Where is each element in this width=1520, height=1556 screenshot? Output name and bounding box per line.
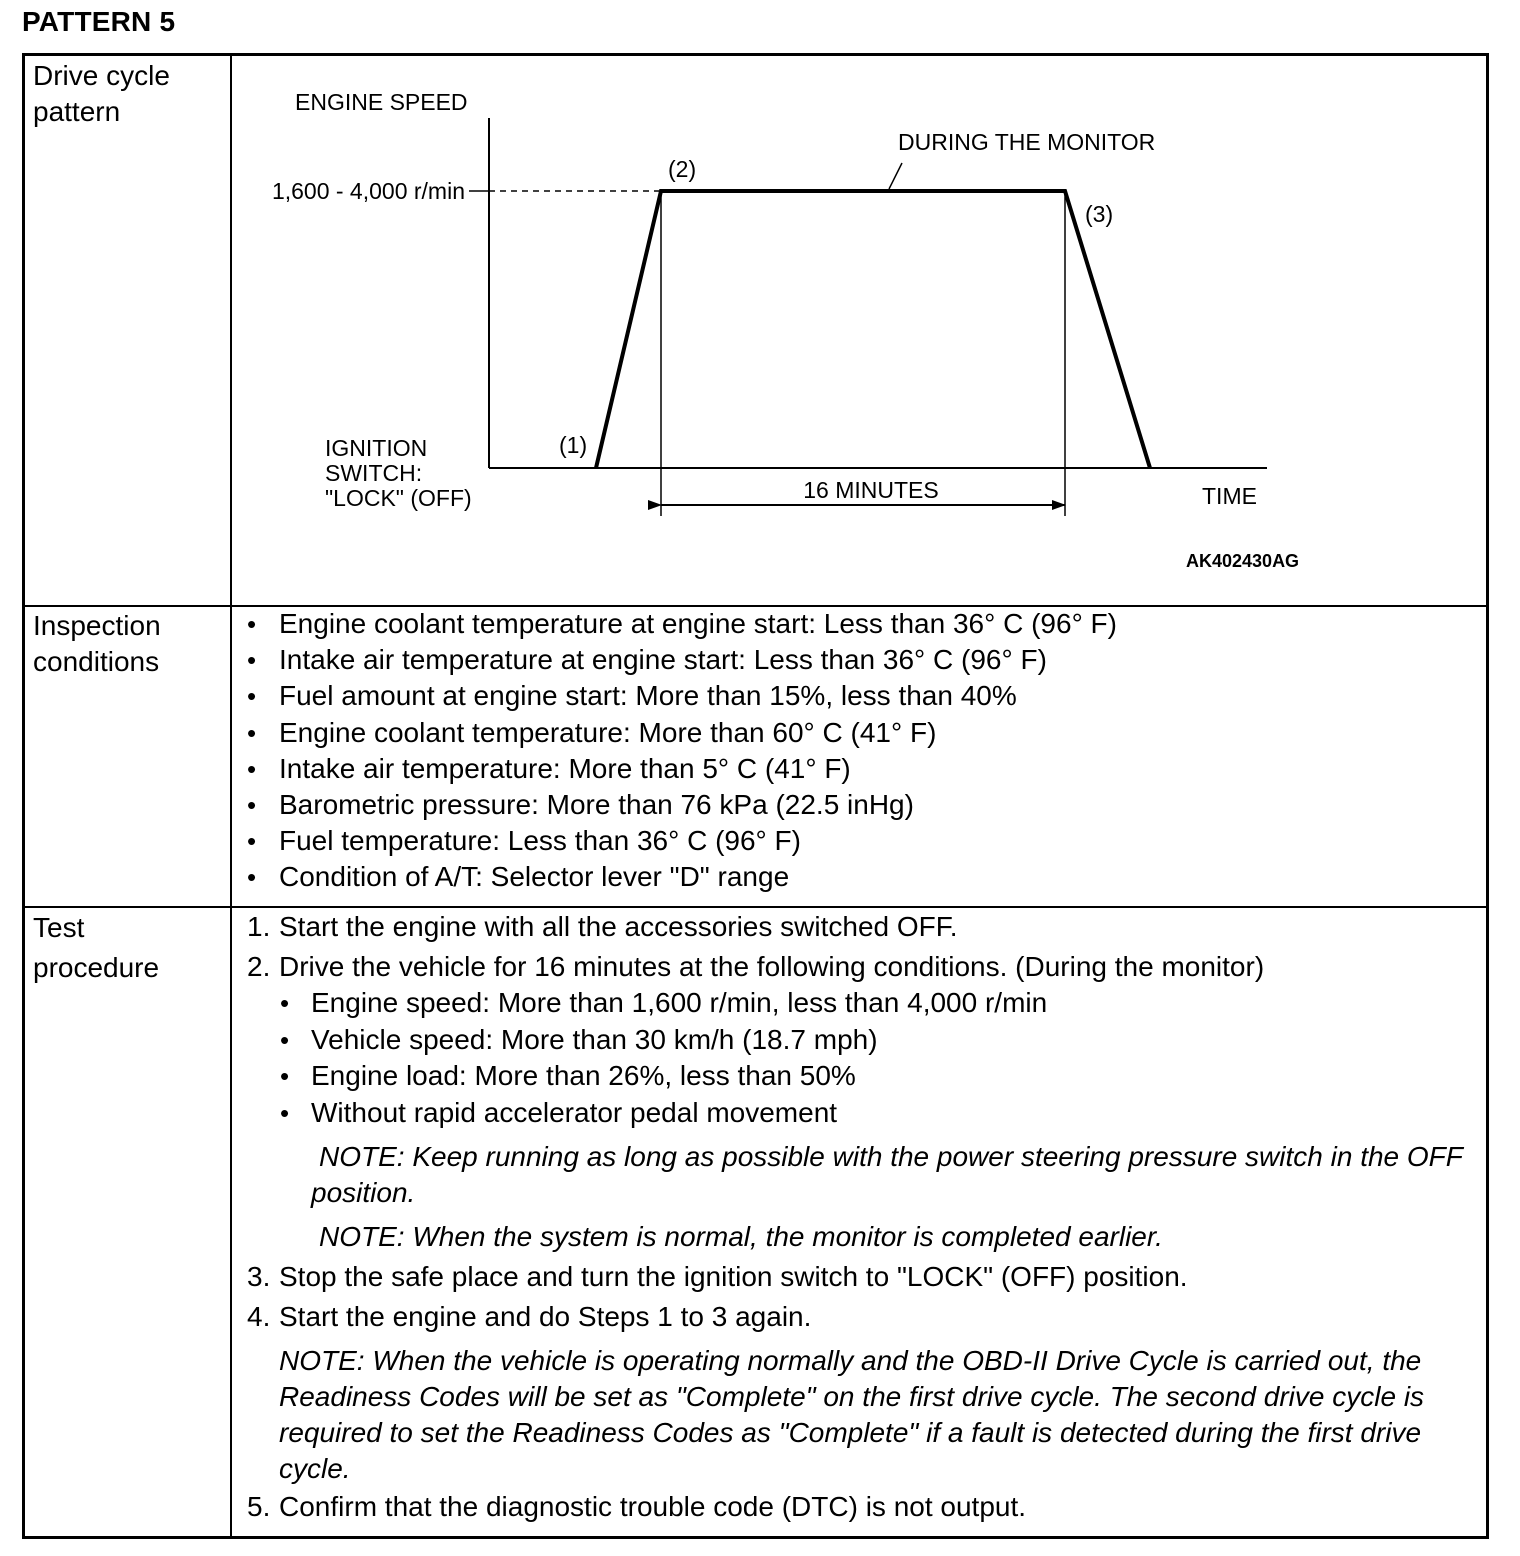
duration-label: 16 MINUTES bbox=[803, 477, 939, 503]
ignition-label-line2: SWITCH: bbox=[325, 460, 423, 486]
step-number: 3. bbox=[247, 1261, 271, 1292]
inspection-conditions-label: Inspection conditions bbox=[33, 610, 161, 677]
page-title: PATTERN 5 bbox=[22, 6, 176, 37]
ignition-label-line3: "LOCK" (OFF) bbox=[325, 485, 472, 511]
speed-label: 1,600 - 4,000 r/min bbox=[271, 178, 465, 204]
row-divider-2 bbox=[25, 906, 1486, 908]
ignition-label-line1: IGNITION bbox=[325, 435, 428, 461]
procedure-step-5 bbox=[247, 1489, 1482, 1525]
condition-item: • Intake air temperature at engine start: Less than 36° C (96° F) bbox=[247, 642, 1117, 678]
condition-item: • Engine coolant temperature: More than 60° C (41° F) bbox=[247, 715, 1117, 751]
point-1-label: (1) bbox=[559, 432, 588, 458]
step-2-condition: • Engine load: More than 26%, less than 50% bbox=[247, 1058, 1482, 1095]
note-system-normal: NOTE: When the system is normal, the monitor is completed earlier. bbox=[319, 1221, 1163, 1252]
step-text: Stop the safe place and turn the ignition switch to "LOCK" (OFF) position. bbox=[279, 1261, 1188, 1292]
figure-id: AK402430AG bbox=[1186, 551, 1300, 571]
condition-item: • Fuel temperature: Less than 36° C (96° F) bbox=[247, 823, 1117, 859]
y-axis-label: ENGINE SPEED bbox=[295, 89, 468, 115]
procedure-step-4 bbox=[247, 1299, 1482, 1335]
step-2-condition: • Engine speed: More than 1,600 r/min, less than 4,000 r/min bbox=[247, 985, 1482, 1022]
note-readiness-codes: NOTE: When the vehicle is operating normally and the OBD-II Drive Cycle is carried out, the Readiness Codes will be set as "Complete" on the first drive cycle. The second drive cycle is required to set the Readiness Codes as "Complete" if a fault is detected during the first drive cycle. bbox=[279, 1345, 1425, 1484]
step-2-condition: • Without rapid accelerator pedal movement bbox=[247, 1095, 1482, 1132]
step-number: 2. bbox=[247, 951, 271, 982]
condition-item: • Condition of A/T: Selector lever "D" range bbox=[247, 859, 1117, 895]
drive-cycle-table bbox=[22, 53, 1489, 1539]
step-text: Drive the vehicle for 16 minutes at the following conditions. (During the monitor) bbox=[279, 951, 1265, 982]
monitor-label: DURING THE MONITOR bbox=[898, 129, 1156, 155]
condition-item: • Barometric pressure: More than 76 kPa (22.5 inHg) bbox=[247, 787, 1117, 823]
procedure-step-1 bbox=[247, 909, 1482, 945]
engine-speed-trace bbox=[596, 191, 1150, 468]
note-power-steering: NOTE: Keep running as long as possible with the power steering pressure switch in the OFF position. bbox=[311, 1141, 1463, 1208]
condition-item: • Intake air temperature: More than 5° C (41° F) bbox=[247, 751, 1117, 787]
point-3-label: (3) bbox=[1085, 201, 1114, 227]
step-text: Confirm that the diagnostic trouble code (DTC) is not output. bbox=[279, 1491, 1027, 1522]
point-2-label: (2) bbox=[668, 156, 697, 182]
test-procedure-list bbox=[247, 909, 1482, 1525]
step-number: 5. bbox=[247, 1491, 271, 1522]
step-text: Start the engine with all the accessories switched OFF. bbox=[279, 911, 958, 942]
step-2-condition: • Vehicle speed: More than 30 km/h (18.7 mph) bbox=[247, 1022, 1482, 1059]
drive-cycle-pattern-label: Drive cycle pattern bbox=[33, 60, 170, 127]
step-text: Start the engine and do Steps 1 to 3 again. bbox=[279, 1301, 812, 1332]
condition-item: • Fuel amount at engine start: More than 15%, less than 40% bbox=[247, 678, 1117, 714]
procedure-step-3 bbox=[247, 1259, 1482, 1295]
step-number: 1. bbox=[247, 911, 271, 942]
inspection-conditions-list bbox=[247, 606, 1117, 896]
drive-cycle-diagram bbox=[232, 56, 1487, 604]
monitor-leader-line bbox=[889, 163, 902, 189]
step-number: 4. bbox=[247, 1301, 271, 1332]
x-axis-label: TIME bbox=[1202, 483, 1257, 509]
condition-item: • Engine coolant temperature at engine start: Less than 36° C (96° F) bbox=[247, 606, 1117, 642]
procedure-step-2 bbox=[247, 949, 1482, 985]
test-procedure-label: Test procedure bbox=[33, 912, 160, 983]
